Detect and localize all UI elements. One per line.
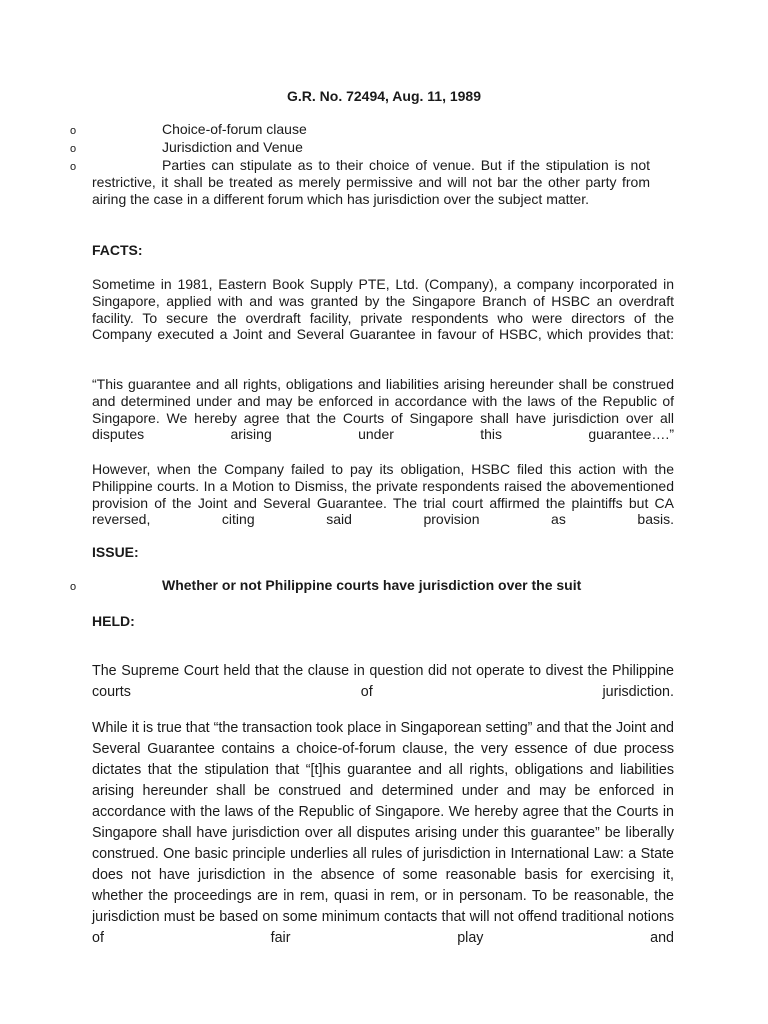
issue-question: Whether or not Philippine courts have jurisdiction over the suit	[162, 577, 582, 593]
guarantee-quote: “This guarantee and all rights, obligations and liabilities arising hereunder shall be construed and determined under and may be enforced in accordance with the laws of the Republic of Singapore. We hereby agree that the Courts of Singapore shall have jurisdiction over all disputes arising under this guarantee….”	[92, 376, 674, 443]
bullet-text: Parties can stipulate as to their choice of venue. But if the stipulation is not restrictive, it shall be treated as merely permissive and will not bar the other party from airing the case in a different forum which has jurisdiction over the subject matter.	[92, 157, 650, 207]
case-title: G.R. No. 72494, Aug. 11, 1989	[286, 88, 482, 104]
bullet-marker: o	[70, 161, 77, 173]
held-paragraph: While it is true that “the transaction took place in Singaporean setting” and that the Joint and Several Guarantee contains a choice-of-forum clause, the very essence of due process dictates that the stipulation that “[t]his guarantee and all rights, obligations and liabilities arising hereunder shall be construed and determined under and may be enforced in accordance with the laws of the Republic of Singapore. We hereby agree that the Courts in Singapore shall have jurisdiction over all disputes arising under this guarantee” be liberally construed. One basic principle underlies all rules of jurisdiction in International Law: a State does not have jurisdiction in the absence of some reasonable basis for exercising it, whether the proceedings are in rem, quasi in rem, or in personam. To be reasonable, the jurisdiction must be based on some minimum contacts that will not offend traditional notions of fair play and	[92, 720, 674, 946]
summary-bullet	[70, 121, 650, 138]
held-paragraph: The Supreme Court held that the clause in question did not operate to divest the Philippine courts of jurisdiction.	[92, 663, 674, 700]
summary-bullet	[70, 139, 650, 156]
summary-bullet	[70, 157, 650, 208]
facts-heading: FACTS:	[92, 242, 143, 258]
facts-paragraph: However, when the Company failed to pay its obligation, HSBC filed this action with the Philippine courts. In a Motion to Dismiss, the private respondents raised the abovementioned provision of the Joint and Several Guarantee. The trial court affirmed the plaintiffs but CA reversed, citing said provision as basis.	[92, 461, 674, 528]
facts-paragraph: Sometime in 1981, Eastern Book Supply PTE, Ltd. (Company), a company incorporated in Singapore, applied with and was granted by the Singapore Branch of HSBC an overdraft facility. To secure the overdraft facility, private respondents who were directors of the Company executed a Joint and Several Guarantee in favour of HSBC, which provides that:	[92, 276, 674, 343]
bullet-marker: o	[70, 125, 77, 137]
bullet-marker: o	[70, 581, 77, 593]
bullet-text: Jurisdiction and Venue	[162, 139, 303, 155]
issue-bullet	[70, 577, 670, 594]
bullet-text: Choice-of-forum clause	[162, 121, 307, 137]
held-heading: HELD:	[92, 613, 135, 629]
issue-heading: ISSUE:	[92, 544, 139, 560]
bullet-marker: o	[70, 143, 77, 155]
